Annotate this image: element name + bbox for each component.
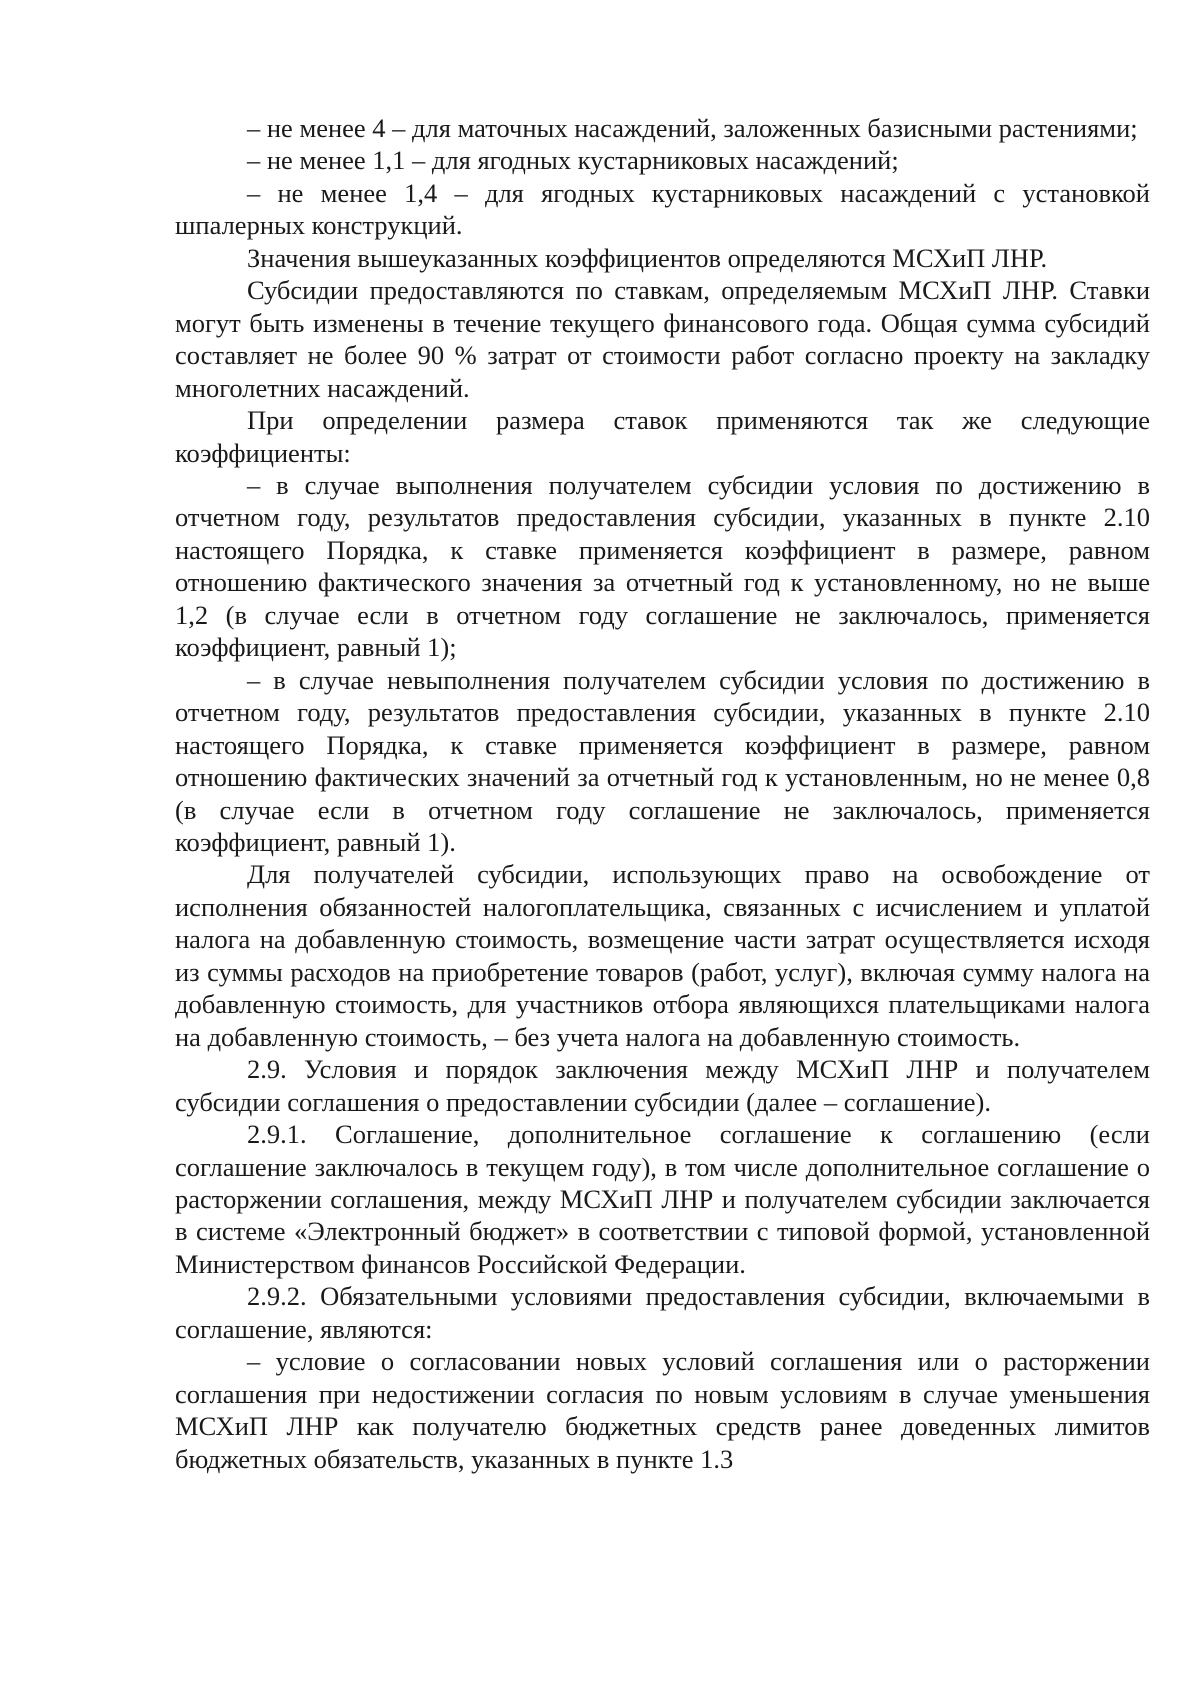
paragraph-3: – не менее 1,4 – для ягодных кустарниковых насаждений с установкой шпалерных конструкций. [175, 177, 1150, 241]
paragraph-13: – условие о согласовании новых условий соглашения или о расторжении соглашения при недостижении согласия по новым условиям в случае уменьшения МСХиП ЛНР как получателю бюджетных средств ранее доведенных лимитов бюджетных обязательств, указанных в пункте 1.3 [175, 1346, 1150, 1474]
paragraph-4: Значения вышеуказанных коэффициентов определяются МСХиП ЛНР. [247, 242, 1048, 273]
paragraph-12: 2.9.2. Обязательными условиями предоставления субсидии, включаемыми в соглашение, являются: [175, 1281, 1150, 1344]
paragraph-1: – не менее 4 – для маточных насаждений, заложенных базисными растениями; [247, 113, 1138, 143]
paragraph-6: При определении размера ставок применяются так же следующие коэффициенты: [175, 405, 1150, 468]
paragraph-5: Субсидии предоставляются по ставкам, определяемым МСХиП ЛНР. Ставки могут быть изменены в течение текущего финансового года. Общая сумма субсидий составляет не более 90 % затрат от стоимости работ согласно проекту на закладку многолетних насаждений. [175, 275, 1150, 403]
paragraph-8: – в случае невыполнения получателем субсидии условия по достижению в отчетном году, результатов предоставления субсидии, указанных в пункте 2.10 настоящего Порядка, к ставке применяется коэффициент в размере, равном отношению фактических значений за отчетный год к установленным, но не менее 0,8 (в случае если в отчетном году соглашение не заключалось, применяется коэффициент, равный 1). [175, 664, 1150, 857]
paragraph-10: 2.9. Условия и порядок заключения между МСХиП ЛНР и получателем субсидии соглашения о предоставлении субсидии (далее – соглашение). [175, 1054, 1150, 1117]
paragraph-7: – в случае выполнения получателем субсидии условия по достижению в отчетном году, результатов предоставления субсидии, указанных в пункте 2.10 настоящего Порядка, к ставке применяется коэффициент в размере, равном отношению фактического значения за отчетный год к установленному, но не выше 1,2 (в случае если в отчетном году соглашение не заключалось, применяется коэффициент, равный 1); [175, 469, 1150, 663]
paragraph-2: – не менее 1,1 – для ягодных кустарниковых насаждений; [247, 145, 899, 176]
document-page [175, 112, 1150, 1475]
paragraph-11: 2.9.1. Соглашение, дополнительное соглашение к соглашению (если соглашение заключалось в текущем году), в том числе дополнительное соглашение о расторжении соглашения, между МСХиП ЛНР и получателем субсидии заключается в системе «Электронный бюджет» в соответствии с типовой формой, установленной Министерством финансов Российской Федерации. [175, 1119, 1150, 1279]
paragraph-9: Для получателей субсидии, использующих право на освобождение от исполнения обязанностей налогоплательщика, связанных с исчислением и уплатой налога на добавленную стоимость, возмещение части затрат осуществляется исходя из суммы расходов на приобретение товаров (работ, услуг), включая сумму налога на добавленную стоимость, для участников отбора являющихся плательщиками налога на добавленную стоимость, – без учета налога на добавленную стоимость. [175, 859, 1150, 1052]
